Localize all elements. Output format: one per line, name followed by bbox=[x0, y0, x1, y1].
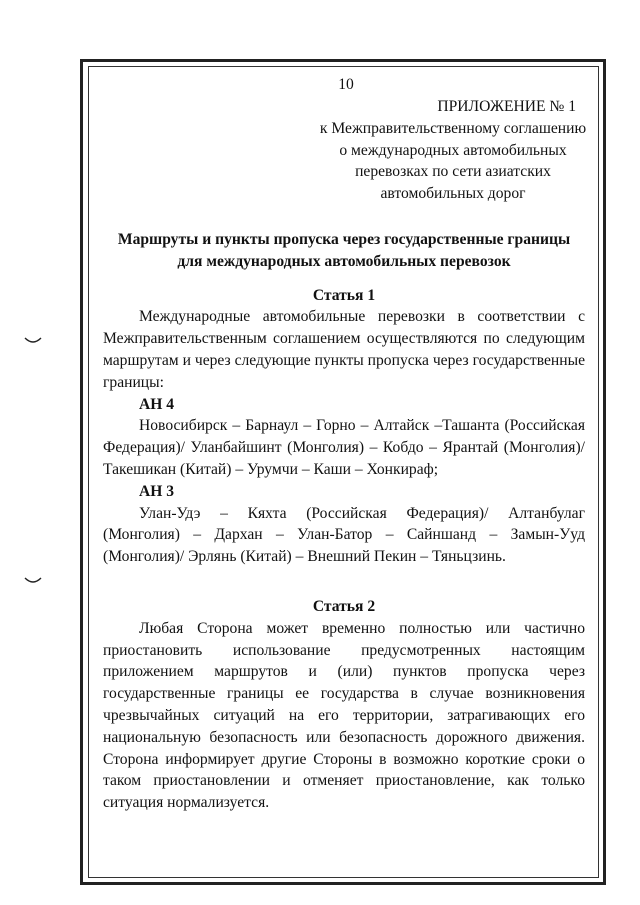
appendix-subtitle bbox=[315, 118, 591, 205]
document-title bbox=[103, 229, 585, 273]
appendix-subtitle-line: о международных автомобильных bbox=[339, 141, 567, 159]
route-code-ah4: АН 4 bbox=[139, 395, 175, 413]
article-1-heading: Статья 1 bbox=[312, 286, 376, 304]
appendix-subtitle-line: автомобильных дорог bbox=[380, 185, 526, 203]
article-2-text: Любая Сторона может временно полностью или частично приостановить использование предусмотренных настоящим приложением маршрутов и (или) пунктов пропуска через государственные границы ее государства в случае возникновения чрезвычайных ситуаций на его территории, затрагивающих его национальную безопасность или безопасность дорожного движения. Сторона информирует другие Стороны в возможно короткие сроки о таком приостановлении и отменяет приостановление, как только ситуация нормализуется. bbox=[103, 619, 585, 812]
document-title-line: для международных автомобильных перевозок bbox=[177, 252, 511, 270]
article-2-heading: Статья 2 bbox=[312, 597, 376, 615]
route-description-ah4: Новосибирск – Барнаул – Горно – Алтайск –Ташанта (Российская Федерация)/ Уланбайшинт (Монголия) – Кобдо – Ярантай (Монголия)/ Такешикан (Китай) – Урумчи – Каши – Хонкираф; bbox=[103, 417, 585, 478]
document-body bbox=[103, 74, 585, 814]
document-title-line: Маршруты и пункты пропуска через государственные границы bbox=[117, 230, 571, 248]
route-description-ah3: Улан-Удэ – Кяхта (Российская Федерация)/ Алтанбулаг (Монголия) – Дархан – Улан-Батор – Сайншанд – Замын-Ууд (Монголия)/ Эрлянь (Китай) – Внешний Пекин – Тяньцзинь. bbox=[103, 504, 585, 566]
route-code-ah3: АН 3 bbox=[139, 482, 175, 500]
binding-mark-top bbox=[24, 336, 42, 346]
page-number: 10 bbox=[338, 76, 354, 93]
binding-mark-bottom bbox=[24, 576, 42, 586]
appendix-subtitle-line: перевозках по сети азиатских bbox=[355, 163, 551, 181]
appendix-subtitle-line: к Межправительственному соглашению bbox=[319, 119, 587, 137]
appendix-title: ПРИЛОЖЕНИЕ № 1 bbox=[437, 98, 576, 115]
article-1-intro: Международные автомобильные перевозки в соответствии с Межправительственным соглашением осуществляются по следующим маршрутам и через следующие пункты пропуска через государственные границы: bbox=[103, 308, 585, 391]
